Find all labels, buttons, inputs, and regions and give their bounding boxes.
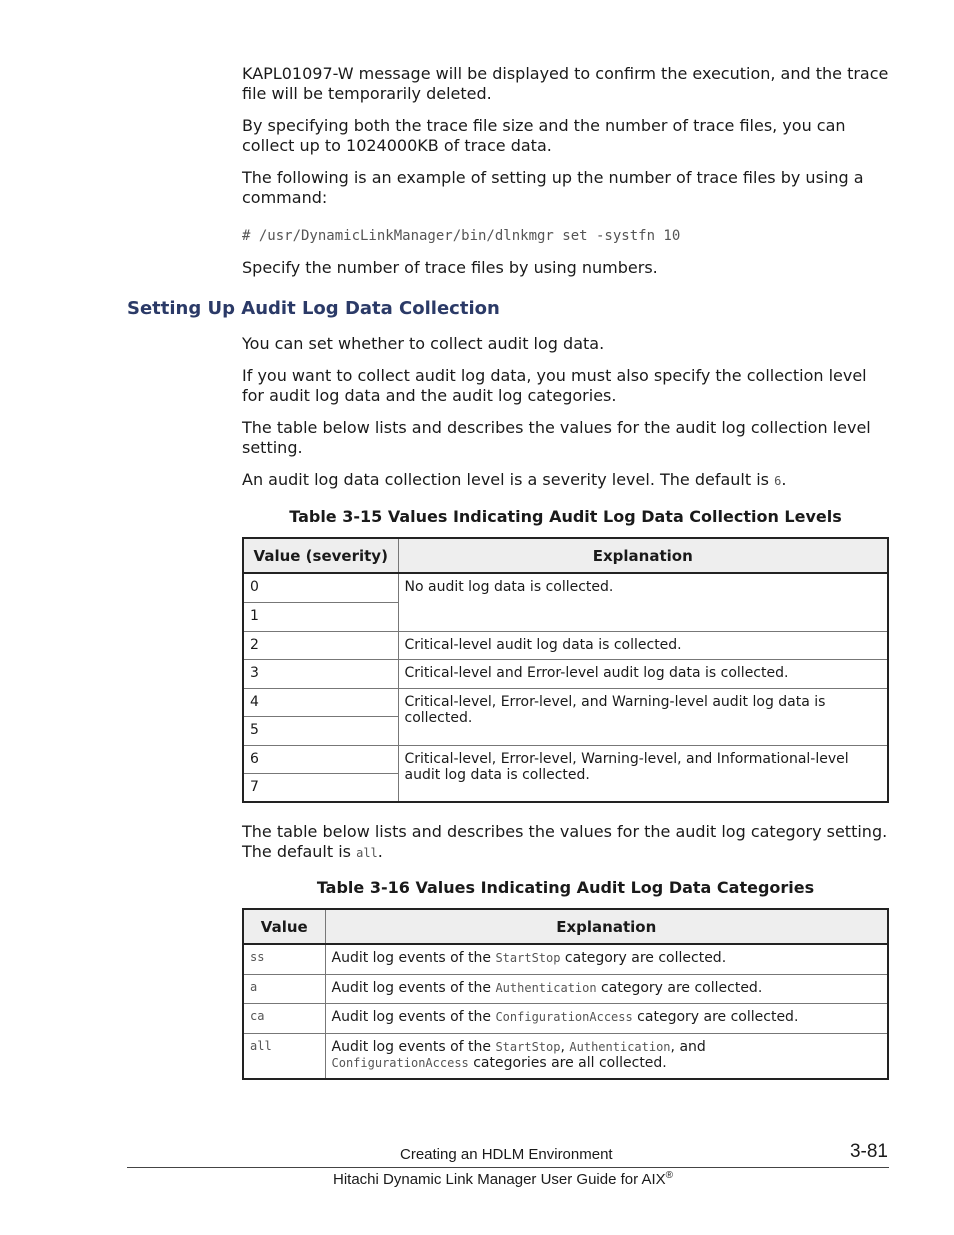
intro-paragraph-2: By specifying both the trace file size and the number of trace files, you can collect up to 1024000KB of trace data. [242,116,846,155]
table-1-header-explanation: Explanation [398,538,888,573]
section-heading: Setting Up Audit Log Data Collection [127,298,500,319]
intro-paragraph-1: KAPL01097-W message will be displayed to confirm the execution, and the trace file will be temporarily deleted. [242,64,889,103]
table-row [243,944,888,974]
table-1-value: 2 [243,631,398,659]
section-paragraph-2: If you want to collect audit log data, you must also specify the collection level for audit log data and the audit log categories. [242,366,867,405]
table-1-value: 5 [243,716,398,745]
table-2-value: ss [243,944,325,974]
table-1-value: 4 [243,688,398,716]
table-row [243,573,888,602]
table-row [243,688,888,716]
intro-paragraph-3: The following is an example of setting up the number of trace files by using a command: [242,168,864,207]
table-1-header-value: Value (severity) [243,538,398,573]
intro-paragraph-4: Specify the number of trace files by using numbers. [242,258,658,277]
table-2-value: a [243,974,325,1003]
default-level-code: 6 [774,474,782,488]
page-number: 3-81 [849,1141,888,1162]
table-2-value: all [243,1033,325,1079]
table-2-header-value: Value [243,909,325,944]
table-row [243,1003,888,1033]
footer-section-title: Creating an HDLM Environment [400,1146,613,1163]
table-2-value: ca [243,1003,325,1033]
collection-levels-table [242,537,889,803]
category-intro-paragraph: The table below lists and describes the values for the audit log category setting. The default is all. [242,822,888,861]
categories-table [242,908,889,1080]
table-1-value: 3 [243,659,398,688]
section-paragraph-1: You can set whether to collect audit log data. [242,334,605,353]
table-row [243,659,888,688]
table-1-title: Table 3-15 Values Indicating Audit Log Data Collection Levels [289,507,842,526]
table-row [243,745,888,773]
table-1-value: 6 [243,745,398,773]
table-row [243,631,888,659]
section-paragraph-3: The table below lists and describes the values for the audit log collection level setting. [242,418,871,457]
table-1-explanation: Critical-level, Error-level, and Warning-level audit log data is collected. [398,688,888,745]
command-example: # /usr/DynamicLinkManager/bin/dlnkmgr set -systfn 10 [242,228,681,244]
table-1-explanation: Critical-level, Error-level, Warning-level, and Informational-level audit log data is collected. [398,745,888,802]
table-2-explanation: Audit log events of the Authentication category are collected. [325,974,888,1003]
table-2-explanation: Audit log events of the StartStop category are collected. [325,944,888,974]
table-1-explanation: No audit log data is collected. [398,573,888,631]
table-row [243,974,888,1003]
table-2-title: Table 3-16 Values Indicating Audit Log Data Categories [316,878,815,897]
table-2-explanation: Audit log events of the StartStop, Authentication, and ConfigurationAccess categories are all collected. [325,1033,888,1079]
table-1-value: 1 [243,602,398,631]
footer-divider [127,1167,889,1168]
footer-document-title: Hitachi Dynamic Link Manager User Guide for AIX® [333,1170,674,1188]
table-row [243,1033,888,1079]
registered-mark: ® [665,1170,674,1181]
table-1-explanation: Critical-level audit log data is collected. [398,631,888,659]
table-2-header-explanation: Explanation [325,909,888,944]
table-2-explanation: Audit log events of the ConfigurationAccess category are collected. [325,1003,888,1033]
section-paragraph-4: An audit log data collection level is a severity level. The default is 6. [242,470,787,489]
default-category-code: all [356,846,378,860]
table-1-value: 0 [243,573,398,602]
table-1-explanation: Critical-level and Error-level audit log data is collected. [398,659,888,688]
table-1-value: 7 [243,773,398,802]
